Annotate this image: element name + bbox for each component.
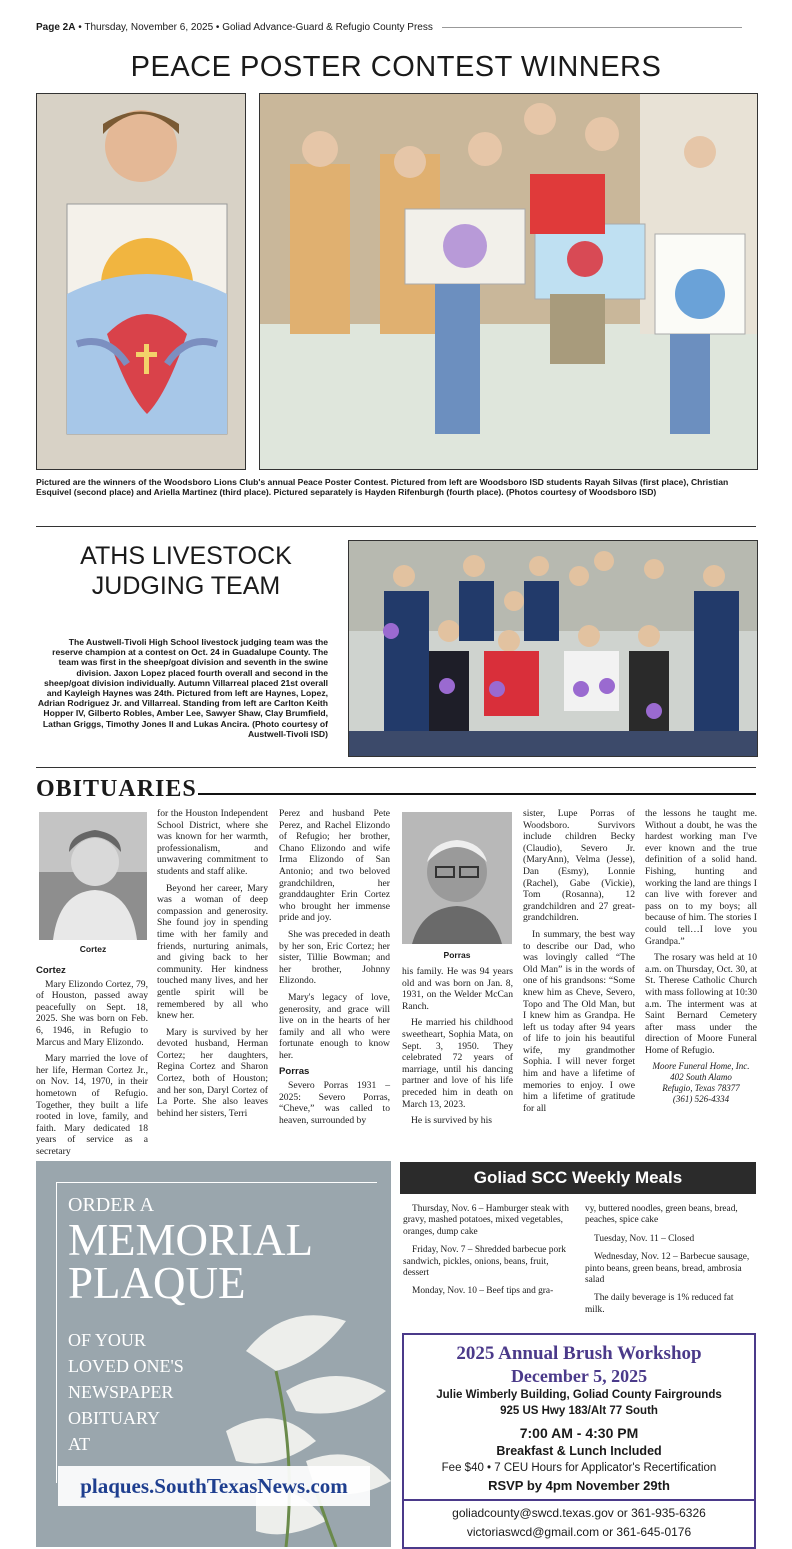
livestock-headline: [36, 541, 336, 601]
workshop-date: December 5, 2025: [510, 1366, 648, 1386]
cortez-paragraph: Mary Elizondo Cortez, 79, of Houston, passed away peacefully on Sept. 18, 2025. She was born on Feb. 6, 1946, in Refugio to Marcus and Mary Elizondo.: [36, 978, 148, 1048]
ad-line: AT: [68, 1434, 90, 1454]
cortez-paragraph: Mary is survived by her devoted husband, Herman Cortez; her daughters, Regina Cortez and Sharon Cortez, both of Houston; and her son, Daryl Cortez of La Porte. She also leaves behind her sisters, Terri: [157, 1026, 268, 1119]
meal-item: Thursday, Nov. 6 – Hamburger steak with gravy, mashed potatoes, mixed vegetables, oranges, dump cake: [403, 1204, 569, 1237]
funeral-home-address: 402 South Alamo: [670, 1072, 732, 1083]
meal-item: Tuesday, Nov. 11 – Closed: [594, 1233, 695, 1244]
workshop-meals: Breakfast & Lunch Included: [496, 1444, 662, 1458]
porras-paragraph: He married his childhood sweetheart, Sophia Mata, on Sept. 3, 1950. They celebrated 72 years of marriage, until his dancing partner and love of his life preceded him in death on March 13, 2023.: [402, 1017, 513, 1110]
workshop-venue: Julie Wimberly Building, Goliad County Fairgrounds: [436, 1389, 722, 1401]
meal-item: Monday, Nov. 10 – Beef tips and gra-: [412, 1286, 554, 1297]
funeral-home-block: [645, 1061, 757, 1105]
peace-photo-group: [259, 93, 758, 470]
cortez-name: Cortez: [36, 965, 66, 976]
funeral-home-name: Moore Funeral Home, Inc.: [652, 1061, 750, 1072]
meal-item: vy, buttered noodles, green beans, bread, peaches, spice cake: [585, 1204, 738, 1226]
cortez-photo: [39, 812, 147, 940]
brush-workshop-ad: [402, 1333, 756, 1549]
obituaries-heading: OBITUARIES: [36, 776, 197, 802]
header-rule: [442, 27, 742, 28]
obit-column-1: [36, 961, 148, 1163]
porras-photo: [402, 812, 512, 944]
ad-line-plaque: PLAQUE: [68, 1258, 246, 1308]
cortez-paragraph: Mary married the love of her life, Herman Cortez Jr., on Nov. 14, 1970, in their hometown of Refugio. Together, they built a life rooted in love, family, and faith. Mary dedicated 18 years of service as a secretary: [36, 1053, 148, 1157]
ad-line-memorial: MEMORIAL: [68, 1215, 313, 1265]
workshop-divider: [404, 1499, 754, 1501]
cortez-paragraph: She was preceded in death by her son, Eric Cortez; her sister, Tillie Bowman; and her brother, Johnny Elizondo.: [279, 928, 390, 987]
workshop-time: 7:00 AM - 4:30 PM: [519, 1425, 639, 1441]
funeral-home-city: Refugio, Texas 78377: [662, 1083, 740, 1094]
porras-photo-label: Porras: [443, 950, 471, 960]
paper-name: Goliad Advance-Guard & Refugio County Press: [222, 22, 433, 33]
peace-headline: PEACE POSTER CONTEST WINNERS: [130, 51, 662, 83]
workshop-title: 2025 Annual Brush Workshop: [456, 1343, 702, 1364]
peace-photo-single: [36, 93, 246, 470]
porras-paragraph: Severo Porras 1931 – 2025: Severo Porras, “Cheve,” was called to heaven, surrounded by: [279, 1080, 390, 1126]
obit-column-5: [523, 808, 635, 1119]
funeral-home-phone: (361) 526-4334: [672, 1094, 730, 1105]
obit-column-3: [279, 808, 390, 1131]
ad-line: OF YOUR: [68, 1330, 146, 1350]
ad-line: ORDER A: [68, 1194, 155, 1216]
workshop-fee: Fee $40 • 7 CEU Hours for Applicator's Recertification: [441, 1462, 717, 1474]
obituaries-rule: [198, 793, 756, 795]
cortez-paragraph: Beyond her career, Mary was a woman of deep compassion and generosity. She found joy in spending time with her family and friends, nurturing animals, and giving back to her community. Her kindness touched many lives, and her gentle spirit will be remembered by all who knew her.: [157, 882, 268, 1022]
meal-item: Friday, Nov. 7 – Shredded barbecue pork sandwich, pickles, onions, beans, fruit, dessert: [403, 1245, 566, 1279]
section-rule: [36, 767, 756, 768]
porras-paragraph: his family. He was 94 years old and was born on Jan. 8, 1931, on the Welder McCan Ranch.: [402, 966, 513, 1012]
porras-paragraph: He is survived by his: [411, 1115, 493, 1127]
memorial-plaque-ad: [36, 1161, 391, 1547]
meals-title: Goliad SCC Weekly Meals: [400, 1162, 756, 1194]
livestock-photo: [348, 540, 758, 757]
obit-column-4: [402, 966, 513, 1132]
ad-line: NEWSPAPER: [68, 1382, 174, 1402]
meals-column-1: [403, 1204, 575, 1305]
porras-name: Porras: [279, 1066, 310, 1078]
ad-line: LOVED ONE'S: [68, 1356, 184, 1376]
cortez-photo-label: Cortez: [79, 944, 107, 954]
workshop-contact-1[interactable]: goliadcounty@swcd.texas.gov or 361-935-6326: [452, 1506, 706, 1520]
page-header: Page 2A • Thursday, November 6, 2025 • Goliad Advance-Guard & Refugio County Press: [36, 22, 756, 38]
page-number: Page 2A: [36, 22, 76, 33]
cortez-paragraph: for the Houston Independent School District, where she was known for her warmth, professionalism, and unwavering commitment to students and staff alike.: [157, 808, 268, 877]
issue-date: Thursday, November 6, 2025: [84, 22, 214, 33]
obit-column-2: [157, 808, 268, 1124]
livestock-headline-line1: ATHS LIVESTOCK: [80, 542, 292, 570]
workshop-address: 925 US Hwy 183/Alt 77 South: [500, 1405, 658, 1417]
porras-paragraph: In summary, the best way to describe our Dad, who was lovingly called “The Old Man” is in the words of one of his grandsons: “Some knew him as Cheve, Severo, Topo and The Old Man, but I knew him as Grandpa. He left us today after 94 years of life to join his beautiful wife, my grandmother Sophia. I will never forget him and have a lifetime of memories to enjoy. I owe him a lifetime of gratitude for all: [523, 928, 635, 1114]
livestock-caption: The Austwell-Tivoli High School livestock judging team was the reserve champion at a contest on Oct. 24 in Guadalupe County. The team was first in the sheep/goat division and seventh in the swine division. Jaxon Lopez placed fourth overall and second in the sheep/goat division individually. Autumn Villarreal placed 21st overall and Kayleigh Haynes was 24th. Pictured from left are Haynes, Lopez, Adrian Rodriguez Jr. and Villarreal. Standing from left are Carlton Keith Hopper IV, Gilberto Robles, Amber Lee, Sawyer Shaw, Clay Brumfield, Lathan Griggs, Timothy Jones II and Lukas Ancira. (Photo courtesy of Austwell-Tivoli ISD): [37, 637, 328, 739]
ad-line: OBITUARY: [68, 1408, 161, 1428]
section-rule: [36, 526, 756, 527]
porras-paragraph: The rosary was held at 10 a.m. on Thursday, Oct. 30, at St. Therese Catholic Church with mass following at 10:30 a.m. The interment was at Saint Bernard Cemetery after mass under the direction of Moore Funeral Home of Refugio.: [645, 952, 757, 1056]
cortez-paragraph: Perez and husband Pete Perez, and Rachel Elizondo of Refugio; her brother, Chano Elizondo and wife Irma Elizondo of San Antonio; and two beloved grandchildren, her granddaughter Erin Cortez who brought her immense pride and joy.: [279, 808, 390, 924]
meal-item: The daily beverage is 1% reduced fat milk.: [585, 1293, 734, 1315]
workshop-rsvp: RSVP by 4pm November 29th: [488, 1478, 670, 1493]
ad-url-link[interactable]: plaques.SouthTexasNews.com: [80, 1474, 348, 1498]
meal-item: Wednesday, Nov. 12 – Barbecue sausage, pinto beans, green beans, bread, ambrosia salad: [585, 1252, 750, 1286]
obit-column-6: [645, 808, 757, 1105]
livestock-headline-line2: JUDGING TEAM: [91, 572, 281, 600]
porras-paragraph: sister, Lupe Porras of Woodsboro. Survivors include children Becky (Claudio), Severo Jr. (MaryAnn), Velma (Jesse), Dan (Esmy), Lonnie (Rachel), Gabe (Vickie), Tom (Rosanna), 12 grandchildren and 27 great-grandchildren.: [523, 808, 635, 924]
cortez-paragraph: Mary's legacy of love, generosity, and grace will live on in the hearts of her family and all who were fortunate enough to know her.: [279, 991, 390, 1061]
workshop-contact-2[interactable]: victoriaswcd@gmail.com or 361-645-0176: [466, 1525, 692, 1539]
peace-caption: Pictured are the winners of the Woodsboro Lions Club's annual Peace Poster Contest. Pictured from left are Woodsboro ISD students Rayah Silvas (first place), Christian Esquivel (second place) and Ariella Martinez (third place). Pictured separately is Hayden Rifenburgh (fourth place). (Photos courtesy of Woodsboro ISD): [36, 477, 729, 498]
meals-column-2: [585, 1204, 755, 1323]
porras-paragraph: the lessons he taught me. Without a doubt, he was the hardest working man I've ever known and the true definition of a solid hand. Fishing, hunting and working the land are things I can live with forever and pass on to my boys; all because of him. The stories I could tell…I love you Grandpa.”: [645, 808, 757, 947]
